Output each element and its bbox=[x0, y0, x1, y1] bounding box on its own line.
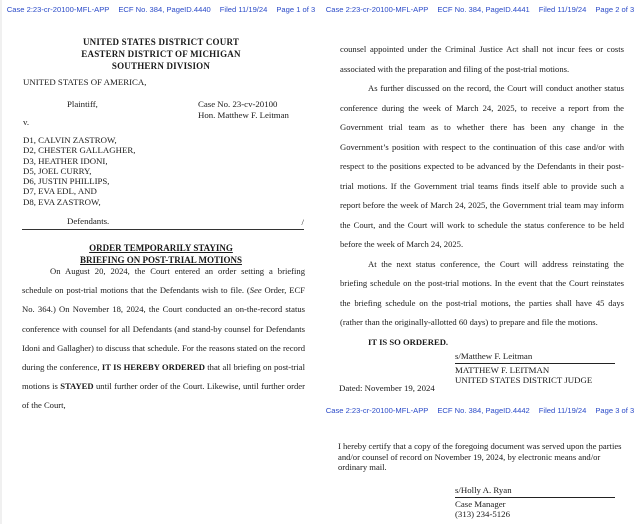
stamp-page-number: Page 3 of 3 bbox=[595, 406, 635, 415]
certificate-of-service: I hereby certify that a copy of the foregoing document was served upon the parties and/or counsel of record on November 19, 2024, by electronic means and/or ordinary mail. bbox=[338, 441, 622, 473]
plaintiff-name: UNITED STATES OF AMERICA, bbox=[23, 77, 147, 87]
order-title-line2: BRIEFING ON POST-TRIAL MOTIONS bbox=[80, 255, 242, 265]
stamp-filed-date: Filed 11/19/24 bbox=[538, 406, 587, 415]
plaintiff-label: Plaintiff, bbox=[67, 99, 98, 109]
page-2 bbox=[320, 0, 640, 524]
order-body-page2 bbox=[340, 40, 624, 352]
case-manager-signature: s/Holly A. Ryan bbox=[455, 485, 615, 498]
defendant-entry: D5, JOEL CURRY, bbox=[23, 165, 92, 176]
stamp-filed-date: Filed 11/19/24 bbox=[538, 5, 587, 14]
defendant-entry: D6, JUSTIN PHILLIPS, bbox=[23, 176, 110, 187]
caption-closing-rule bbox=[22, 214, 304, 230]
court-division: SOUTHERN DIVISION bbox=[111, 61, 211, 71]
versus-label: v. bbox=[23, 117, 30, 127]
stamp-page-number: Page 1 of 3 bbox=[276, 5, 316, 14]
judge-name: Hon. Matthew F. Leitman bbox=[198, 110, 289, 120]
case-info-block bbox=[198, 99, 289, 121]
hereby-ordered-phrase: IT IS HEREBY ORDERED bbox=[101, 362, 205, 373]
order-paragraph: As further discussed on the record, the Court will conduct another status conference during the week of March 24, 2025, to receive a report from the Government trial team as to whether there has been any change in the Government’s position with respect to the continuation of this case and/or with respect to the positions expected to be advanced by the Defendants in their post-trial motions. If the Government trial teams finds itself able to provide such a report before the week of March 24, 2025, the Government trial team may inform the Court, and the Court will work to schedule the status conference to be held before the week of March 24, 2025. bbox=[340, 83, 624, 249]
court-district: EASTERN DISTRICT OF MICHIGAN bbox=[81, 49, 241, 59]
stamp-case-number: Case 2:23-cr-20100-MFL-APP bbox=[325, 5, 429, 14]
judge-title: UNITED STATES DISTRICT JUDGE bbox=[455, 375, 593, 385]
body-text-segment: that all briefing on post-trial motions is bbox=[22, 362, 306, 392]
judge-signature: s/Matthew F. Leitman bbox=[455, 351, 615, 364]
stamp-case-number: Case 2:23-cr-20100-MFL-APP bbox=[6, 5, 110, 14]
stamp-ecf-number: ECF No. 384, PageID.4440 bbox=[118, 5, 211, 14]
body-text-segment: until further order of the Court. Likewise, until further order of the Court, bbox=[22, 381, 305, 411]
defendant-list bbox=[23, 135, 135, 207]
defendant-entry: D8, EVA ZASTROW, bbox=[23, 196, 101, 207]
defendant-entry: D7, EVA EDL, AND bbox=[23, 186, 97, 197]
judge-name-caps: MATTHEW F. LEITMAN bbox=[455, 364, 550, 375]
body-text-segment: On August 20, 2024, the Court entered an order setting a briefing schedule on post-trial motions that the Defendants wish to file. ( bbox=[22, 266, 305, 296]
order-body-page1 bbox=[22, 262, 305, 416]
ecf-stamp-page2 bbox=[320, 5, 640, 14]
defendants-label: Defendants. bbox=[67, 216, 110, 226]
court-name: UNITED STATES DISTRICT COURT bbox=[82, 37, 240, 47]
case-manager-signature-block bbox=[455, 485, 625, 520]
stayed-phrase: STAYED bbox=[60, 381, 94, 392]
order-title-line1: ORDER TEMPORARILY STAYING bbox=[89, 243, 233, 253]
court-heading bbox=[2, 36, 320, 72]
ecf-stamp-page1 bbox=[2, 5, 320, 14]
order-paragraph bbox=[22, 262, 305, 416]
stamp-ecf-number: ECF No. 384, PageID.4441 bbox=[437, 5, 530, 14]
order-paragraph: At the next status conference, the Court will address reinstating the briefing schedule on the post-trial motions. In the event that the Court reinstates the briefing schedule on the post-trial motions, the parties shall have 45 days (rather than the originally-allotted 60 days) to prepare and file the motions. bbox=[340, 258, 624, 327]
stamp-ecf-number: ECF No. 384, PageID.4442 bbox=[437, 406, 530, 415]
defendant-entry: D2, CHESTER GALLAGHER, bbox=[23, 145, 136, 156]
so-ordered-line: IT IS SO ORDERED. bbox=[368, 336, 449, 347]
dated-line: Dated: November 19, 2024 bbox=[339, 383, 435, 393]
order-paragraph: counsel appointed under the Criminal Justice Act shall not incur fees or costs associated with the preparation and filing of the post-trial motions. bbox=[340, 44, 624, 74]
see-citation: See bbox=[249, 285, 262, 296]
case-manager-phone: (313) 234-5126 bbox=[455, 509, 510, 519]
case-manager-role: Case Manager bbox=[455, 498, 506, 509]
case-number: Case No. 23-cv-20100 bbox=[198, 99, 278, 109]
stamp-case-number: Case 2:23-cr-20100-MFL-APP bbox=[325, 406, 429, 415]
stamp-filed-date: Filed 11/19/24 bbox=[219, 5, 268, 14]
caption-slash: / bbox=[301, 217, 304, 227]
defendant-entry: D1, CALVIN ZASTROW, bbox=[23, 135, 117, 145]
body-text-segment: Order, ECF No. 364.) On November 18, 2024, the Court conducted an on-the-record status conference with counsel for all Defendants (and stand-by counsel for Defendants Idoni and Gallagher) to discuss that schedule. For the reasons stated on the record during the conference, bbox=[22, 285, 306, 373]
judge-signature-block bbox=[455, 351, 625, 386]
stamp-page-number: Page 2 of 3 bbox=[595, 5, 635, 14]
ecf-stamp-page3 bbox=[320, 406, 640, 415]
defendant-entry: D3, HEATHER IDONI, bbox=[23, 155, 108, 166]
